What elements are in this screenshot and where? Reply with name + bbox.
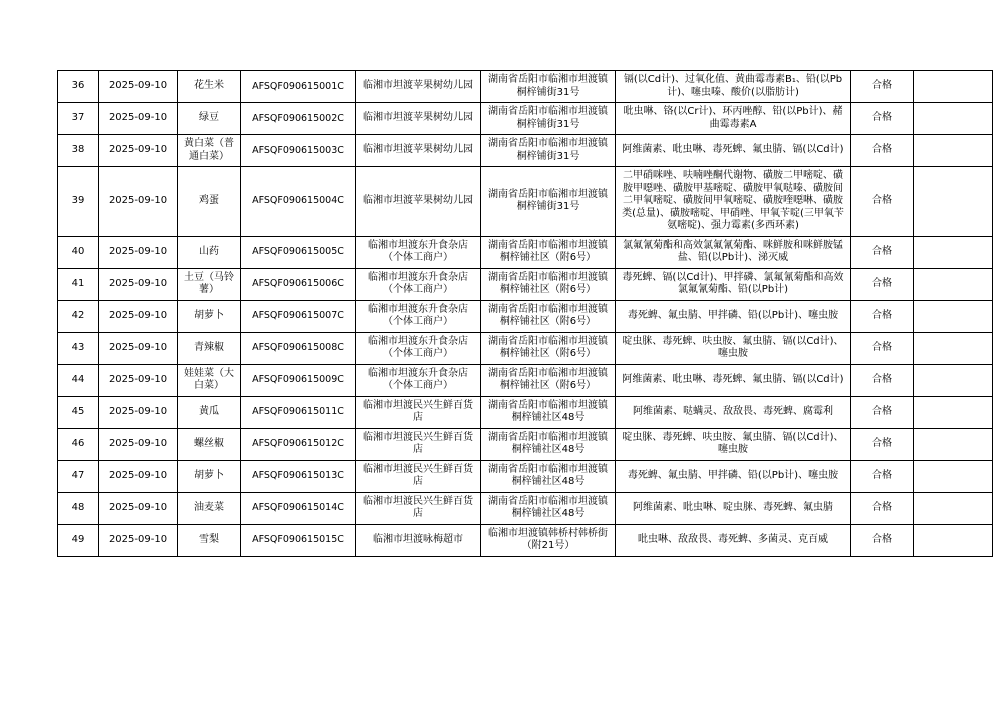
- row-note: [914, 524, 993, 556]
- row-note: [914, 71, 993, 103]
- row-food-name: 螺丝椒: [178, 428, 241, 460]
- row-food-name: 山药: [178, 236, 241, 268]
- row-test-items: 吡虫啉、铬(以Cr计)、环丙唑醇、铅(以Pb计)、赭曲霉毒素A: [616, 103, 851, 135]
- table-row: [58, 167, 993, 237]
- row-conclusion: 合格: [851, 332, 914, 364]
- row-sample-date: 2025-09-10: [99, 460, 178, 492]
- row-unit-name: 临湘市坦渡民兴生鲜百货店: [356, 428, 481, 460]
- row-index: 39: [58, 167, 99, 237]
- table-row: [58, 524, 993, 556]
- row-note: [914, 268, 993, 300]
- row-index: 47: [58, 460, 99, 492]
- row-unit-name: 临湘市坦渡苹果树幼儿园: [356, 71, 481, 103]
- row-unit-name: 临湘市坦渡东升食杂店（个体工商户）: [356, 364, 481, 396]
- row-sample-code: AFSQF090615015C: [241, 524, 356, 556]
- row-conclusion: 合格: [851, 135, 914, 167]
- row-unit-address: 湖南省岳阳市临湘市坦渡镇桐梓铺社区（附6号）: [481, 268, 616, 300]
- row-unit-address: 湖南省岳阳市临湘市坦渡镇桐梓铺社区48号: [481, 396, 616, 428]
- row-unit-name: 临湘市坦渡东升食杂店（个体工商户）: [356, 236, 481, 268]
- row-unit-address: 湖南省岳阳市临湘市坦渡镇桐梓铺社区（附6号）: [481, 332, 616, 364]
- row-unit-name: 临湘市坦渡东升食杂店（个体工商户）: [356, 300, 481, 332]
- row-test-items: 阿维菌素、吡虫啉、毒死蜱、氟虫腈、镉(以Cd计): [616, 135, 851, 167]
- row-conclusion: 合格: [851, 71, 914, 103]
- row-note: [914, 428, 993, 460]
- row-index: 45: [58, 396, 99, 428]
- row-note: [914, 332, 993, 364]
- row-conclusion: 合格: [851, 428, 914, 460]
- row-sample-code: AFSQF090615014C: [241, 492, 356, 524]
- table-row: [58, 71, 993, 103]
- row-sample-code: AFSQF090615005C: [241, 236, 356, 268]
- row-sample-date: 2025-09-10: [99, 167, 178, 237]
- row-note: [914, 236, 993, 268]
- table-row: [58, 460, 993, 492]
- row-sample-code: AFSQF090615011C: [241, 396, 356, 428]
- row-index: 41: [58, 268, 99, 300]
- row-unit-address: 湖南省岳阳市临湘市坦渡镇桐梓铺社区48号: [481, 428, 616, 460]
- row-index: 48: [58, 492, 99, 524]
- row-unit-name: 临湘市坦渡民兴生鲜百货店: [356, 460, 481, 492]
- row-sample-code: AFSQF090615009C: [241, 364, 356, 396]
- row-conclusion: 合格: [851, 396, 914, 428]
- row-sample-date: 2025-09-10: [99, 364, 178, 396]
- row-unit-address: 湖南省岳阳市临湘市坦渡镇桐梓铺社区48号: [481, 492, 616, 524]
- table-row: [58, 396, 993, 428]
- row-sample-date: 2025-09-10: [99, 236, 178, 268]
- row-food-name: 黄白菜（普通白菜）: [178, 135, 241, 167]
- row-sample-code: AFSQF090615003C: [241, 135, 356, 167]
- row-unit-name: 临湘市坦渡苹果树幼儿园: [356, 103, 481, 135]
- table-row: [58, 236, 993, 268]
- row-sample-date: 2025-09-10: [99, 332, 178, 364]
- row-conclusion: 合格: [851, 492, 914, 524]
- row-test-items: 毒死蜱、氟虫腈、甲拌磷、铅(以Pb计)、噻虫胺: [616, 300, 851, 332]
- row-conclusion: 合格: [851, 524, 914, 556]
- row-food-name: 花生米: [178, 71, 241, 103]
- row-food-name: 胡萝卜: [178, 300, 241, 332]
- row-sample-date: 2025-09-10: [99, 300, 178, 332]
- row-sample-code: AFSQF090615001C: [241, 71, 356, 103]
- row-food-name: 雪梨: [178, 524, 241, 556]
- table-body: [58, 71, 993, 557]
- row-index: 42: [58, 300, 99, 332]
- row-note: [914, 396, 993, 428]
- row-food-name: 鸡蛋: [178, 167, 241, 237]
- row-test-items: 毒死蜱、氟虫腈、甲拌磷、铅(以Pb计)、噻虫胺: [616, 460, 851, 492]
- row-sample-date: 2025-09-10: [99, 71, 178, 103]
- row-sample-date: 2025-09-10: [99, 524, 178, 556]
- row-food-name: 黄瓜: [178, 396, 241, 428]
- table-row: [58, 332, 993, 364]
- row-index: 43: [58, 332, 99, 364]
- inspection-table-wrapper: [57, 70, 943, 557]
- row-index: 37: [58, 103, 99, 135]
- row-unit-name: 临湘市坦渡东升食杂店（个体工商户）: [356, 268, 481, 300]
- row-conclusion: 合格: [851, 364, 914, 396]
- row-food-name: 油麦菜: [178, 492, 241, 524]
- row-index: 49: [58, 524, 99, 556]
- row-sample-code: AFSQF090615007C: [241, 300, 356, 332]
- row-index: 36: [58, 71, 99, 103]
- row-food-name: 土豆（马铃薯）: [178, 268, 241, 300]
- row-sample-date: 2025-09-10: [99, 135, 178, 167]
- row-sample-date: 2025-09-10: [99, 492, 178, 524]
- row-unit-name: 临湘市坦渡苹果树幼儿园: [356, 167, 481, 237]
- row-test-items: 吡虫啉、敌敌畏、毒死蜱、多菌灵、克百威: [616, 524, 851, 556]
- row-food-name: 娃娃菜（大白菜）: [178, 364, 241, 396]
- row-note: [914, 492, 993, 524]
- table-row: [58, 135, 993, 167]
- row-sample-code: AFSQF090615013C: [241, 460, 356, 492]
- row-note: [914, 460, 993, 492]
- row-note: [914, 364, 993, 396]
- row-sample-code: AFSQF090615012C: [241, 428, 356, 460]
- inspection-results-table: [57, 70, 993, 557]
- row-sample-code: AFSQF090615004C: [241, 167, 356, 237]
- row-index: 38: [58, 135, 99, 167]
- row-unit-name: 临湘市坦渡苹果树幼儿园: [356, 135, 481, 167]
- row-conclusion: 合格: [851, 300, 914, 332]
- table-row: [58, 300, 993, 332]
- row-test-items: 二甲硝咪唑、呋喃唑酮代谢物、磺胺二甲嘧啶、磺胺甲噁唑、磺胺甲基嘧啶、磺胺甲氧哒嗪、磺胺间二甲氧嘧啶、磺胺间甲氧嘧啶、磺胺喹噁啉、磺胺类(总量)、磺胺嘧啶、甲硝唑、甲氧苄啶(三甲氧苄氨嘧啶)、强力霉素(多西环素): [616, 167, 851, 237]
- row-conclusion: 合格: [851, 167, 914, 237]
- row-sample-date: 2025-09-10: [99, 268, 178, 300]
- row-unit-address: 临湘市坦渡镇韩桥村韩桥街（附21号）: [481, 524, 616, 556]
- row-test-items: 镉(以Cd计)、过氧化值、黄曲霉毒素B₁、铅(以Pb计)、噻虫嗪、酸价(以脂肪计): [616, 71, 851, 103]
- row-unit-name: 临湘市坦渡民兴生鲜百货店: [356, 492, 481, 524]
- row-sample-date: 2025-09-10: [99, 396, 178, 428]
- row-sample-date: 2025-09-10: [99, 428, 178, 460]
- row-index: 44: [58, 364, 99, 396]
- row-note: [914, 135, 993, 167]
- row-test-items: 阿维菌素、吡虫啉、毒死蜱、氟虫腈、镉(以Cd计): [616, 364, 851, 396]
- row-note: [914, 167, 993, 237]
- row-food-name: 绿豆: [178, 103, 241, 135]
- table-row: [58, 364, 993, 396]
- row-test-items: 啶虫脒、毒死蜱、呋虫胺、氟虫腈、镉(以Cd计)、噻虫胺: [616, 428, 851, 460]
- row-unit-name: 临湘市坦渡民兴生鲜百货店: [356, 396, 481, 428]
- table-row: [58, 428, 993, 460]
- row-food-name: 胡萝卜: [178, 460, 241, 492]
- row-test-items: 啶虫脒、毒死蜱、呋虫胺、氟虫腈、镉(以Cd计)、噻虫胺: [616, 332, 851, 364]
- row-unit-name: 临湘市坦渡东升食杂店（个体工商户）: [356, 332, 481, 364]
- row-unit-name: 临湘市坦渡咏梅超市: [356, 524, 481, 556]
- row-note: [914, 300, 993, 332]
- row-unit-address: 湖南省岳阳市临湘市坦渡镇桐梓铺街31号: [481, 103, 616, 135]
- row-unit-address: 湖南省岳阳市临湘市坦渡镇桐梓铺社区（附6号）: [481, 300, 616, 332]
- row-sample-code: AFSQF090615008C: [241, 332, 356, 364]
- row-sample-date: 2025-09-10: [99, 103, 178, 135]
- row-conclusion: 合格: [851, 460, 914, 492]
- row-unit-address: 湖南省岳阳市临湘市坦渡镇桐梓铺社区48号: [481, 460, 616, 492]
- row-food-name: 青辣椒: [178, 332, 241, 364]
- row-conclusion: 合格: [851, 103, 914, 135]
- row-unit-address: 湖南省岳阳市临湘市坦渡镇桐梓铺社区（附6号）: [481, 364, 616, 396]
- table-row: [58, 492, 993, 524]
- table-row: [58, 103, 993, 135]
- row-conclusion: 合格: [851, 268, 914, 300]
- row-index: 46: [58, 428, 99, 460]
- row-test-items: 氯氟氰菊酯和高效氯氟氰菊酯、咪鲜胺和咪鲜胺锰盐、铅(以Pb计)、涕灭威: [616, 236, 851, 268]
- row-sample-code: AFSQF090615006C: [241, 268, 356, 300]
- row-sample-code: AFSQF090615002C: [241, 103, 356, 135]
- table-row: [58, 268, 993, 300]
- row-test-items: 毒死蜱、镉(以Cd计)、甲拌磷、氯氟氰菊酯和高效氯氟氰菊酯、铅(以Pb计): [616, 268, 851, 300]
- row-conclusion: 合格: [851, 236, 914, 268]
- row-unit-address: 湖南省岳阳市临湘市坦渡镇桐梓铺街31号: [481, 71, 616, 103]
- row-note: [914, 103, 993, 135]
- row-test-items: 阿维菌素、吡虫啉、啶虫脒、毒死蜱、氟虫腈: [616, 492, 851, 524]
- row-unit-address: 湖南省岳阳市临湘市坦渡镇桐梓铺街31号: [481, 135, 616, 167]
- row-unit-address: 湖南省岳阳市临湘市坦渡镇桐梓铺街31号: [481, 167, 616, 237]
- row-test-items: 阿维菌素、哒螨灵、敌敌畏、毒死蜱、腐霉利: [616, 396, 851, 428]
- row-unit-address: 湖南省岳阳市临湘市坦渡镇桐梓铺社区（附6号）: [481, 236, 616, 268]
- row-index: 40: [58, 236, 99, 268]
